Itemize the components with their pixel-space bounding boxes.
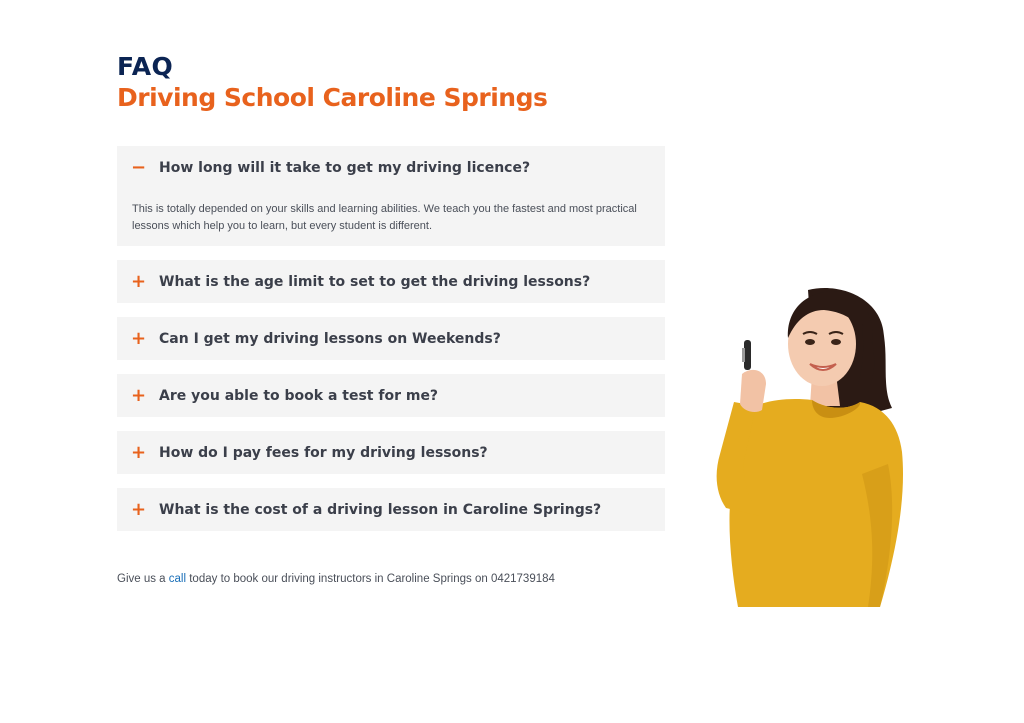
faq-item-2-toggle[interactable]	[117, 260, 665, 303]
faq-item-6	[117, 488, 665, 531]
plus-icon: +	[131, 327, 147, 349]
faq-item-2	[117, 260, 665, 303]
faq-item-3	[117, 317, 665, 360]
faq-question: What is the cost of a driving lesson in Caroline Springs?	[159, 501, 602, 518]
call-link[interactable]: call	[168, 573, 187, 585]
faq-item-1-toggle[interactable]	[117, 146, 665, 189]
faq-answer: This is totally depended on your skills and learning abilities. We teach you the fastest and most practical lessons which help you to learn, but every student is different.	[132, 203, 637, 232]
faq-item-4-toggle[interactable]	[117, 374, 665, 417]
faq-question: Can I get my driving lessons on Weekends?	[159, 330, 501, 347]
faq-question: Are you able to book a test for me?	[159, 387, 439, 404]
plus-icon: +	[131, 498, 147, 520]
faq-item-4	[117, 374, 665, 417]
faq-accordion	[117, 146, 665, 545]
faq-item-1	[117, 146, 665, 246]
woman-holding-car-key-image	[712, 284, 908, 607]
faq-item-3-toggle[interactable]	[117, 317, 665, 360]
faq-item-5-toggle[interactable]	[117, 431, 665, 474]
faq-question: How long will it take to get my driving licence?	[159, 159, 531, 176]
page-subtitle: Driving School Caroline Springs	[117, 83, 548, 112]
faq-item-6-toggle[interactable]	[117, 488, 665, 531]
faq-question: What is the age limit to set to get the driving lessons?	[159, 273, 591, 290]
plus-icon: +	[131, 270, 147, 292]
page-title: FAQ	[117, 52, 174, 81]
faq-heading	[117, 52, 547, 114]
faq-item-5	[117, 431, 665, 474]
plus-icon: +	[131, 384, 147, 406]
call-to-action-text	[117, 573, 555, 585]
cta-prefix: Give us a	[117, 573, 169, 585]
faq-question: How do I pay fees for my driving lessons?	[159, 444, 488, 461]
minus-icon: −	[131, 156, 147, 178]
cta-suffix: today to book our driving instructors in Caroline Springs on 0421739184	[186, 573, 555, 585]
plus-icon: +	[131, 441, 147, 463]
